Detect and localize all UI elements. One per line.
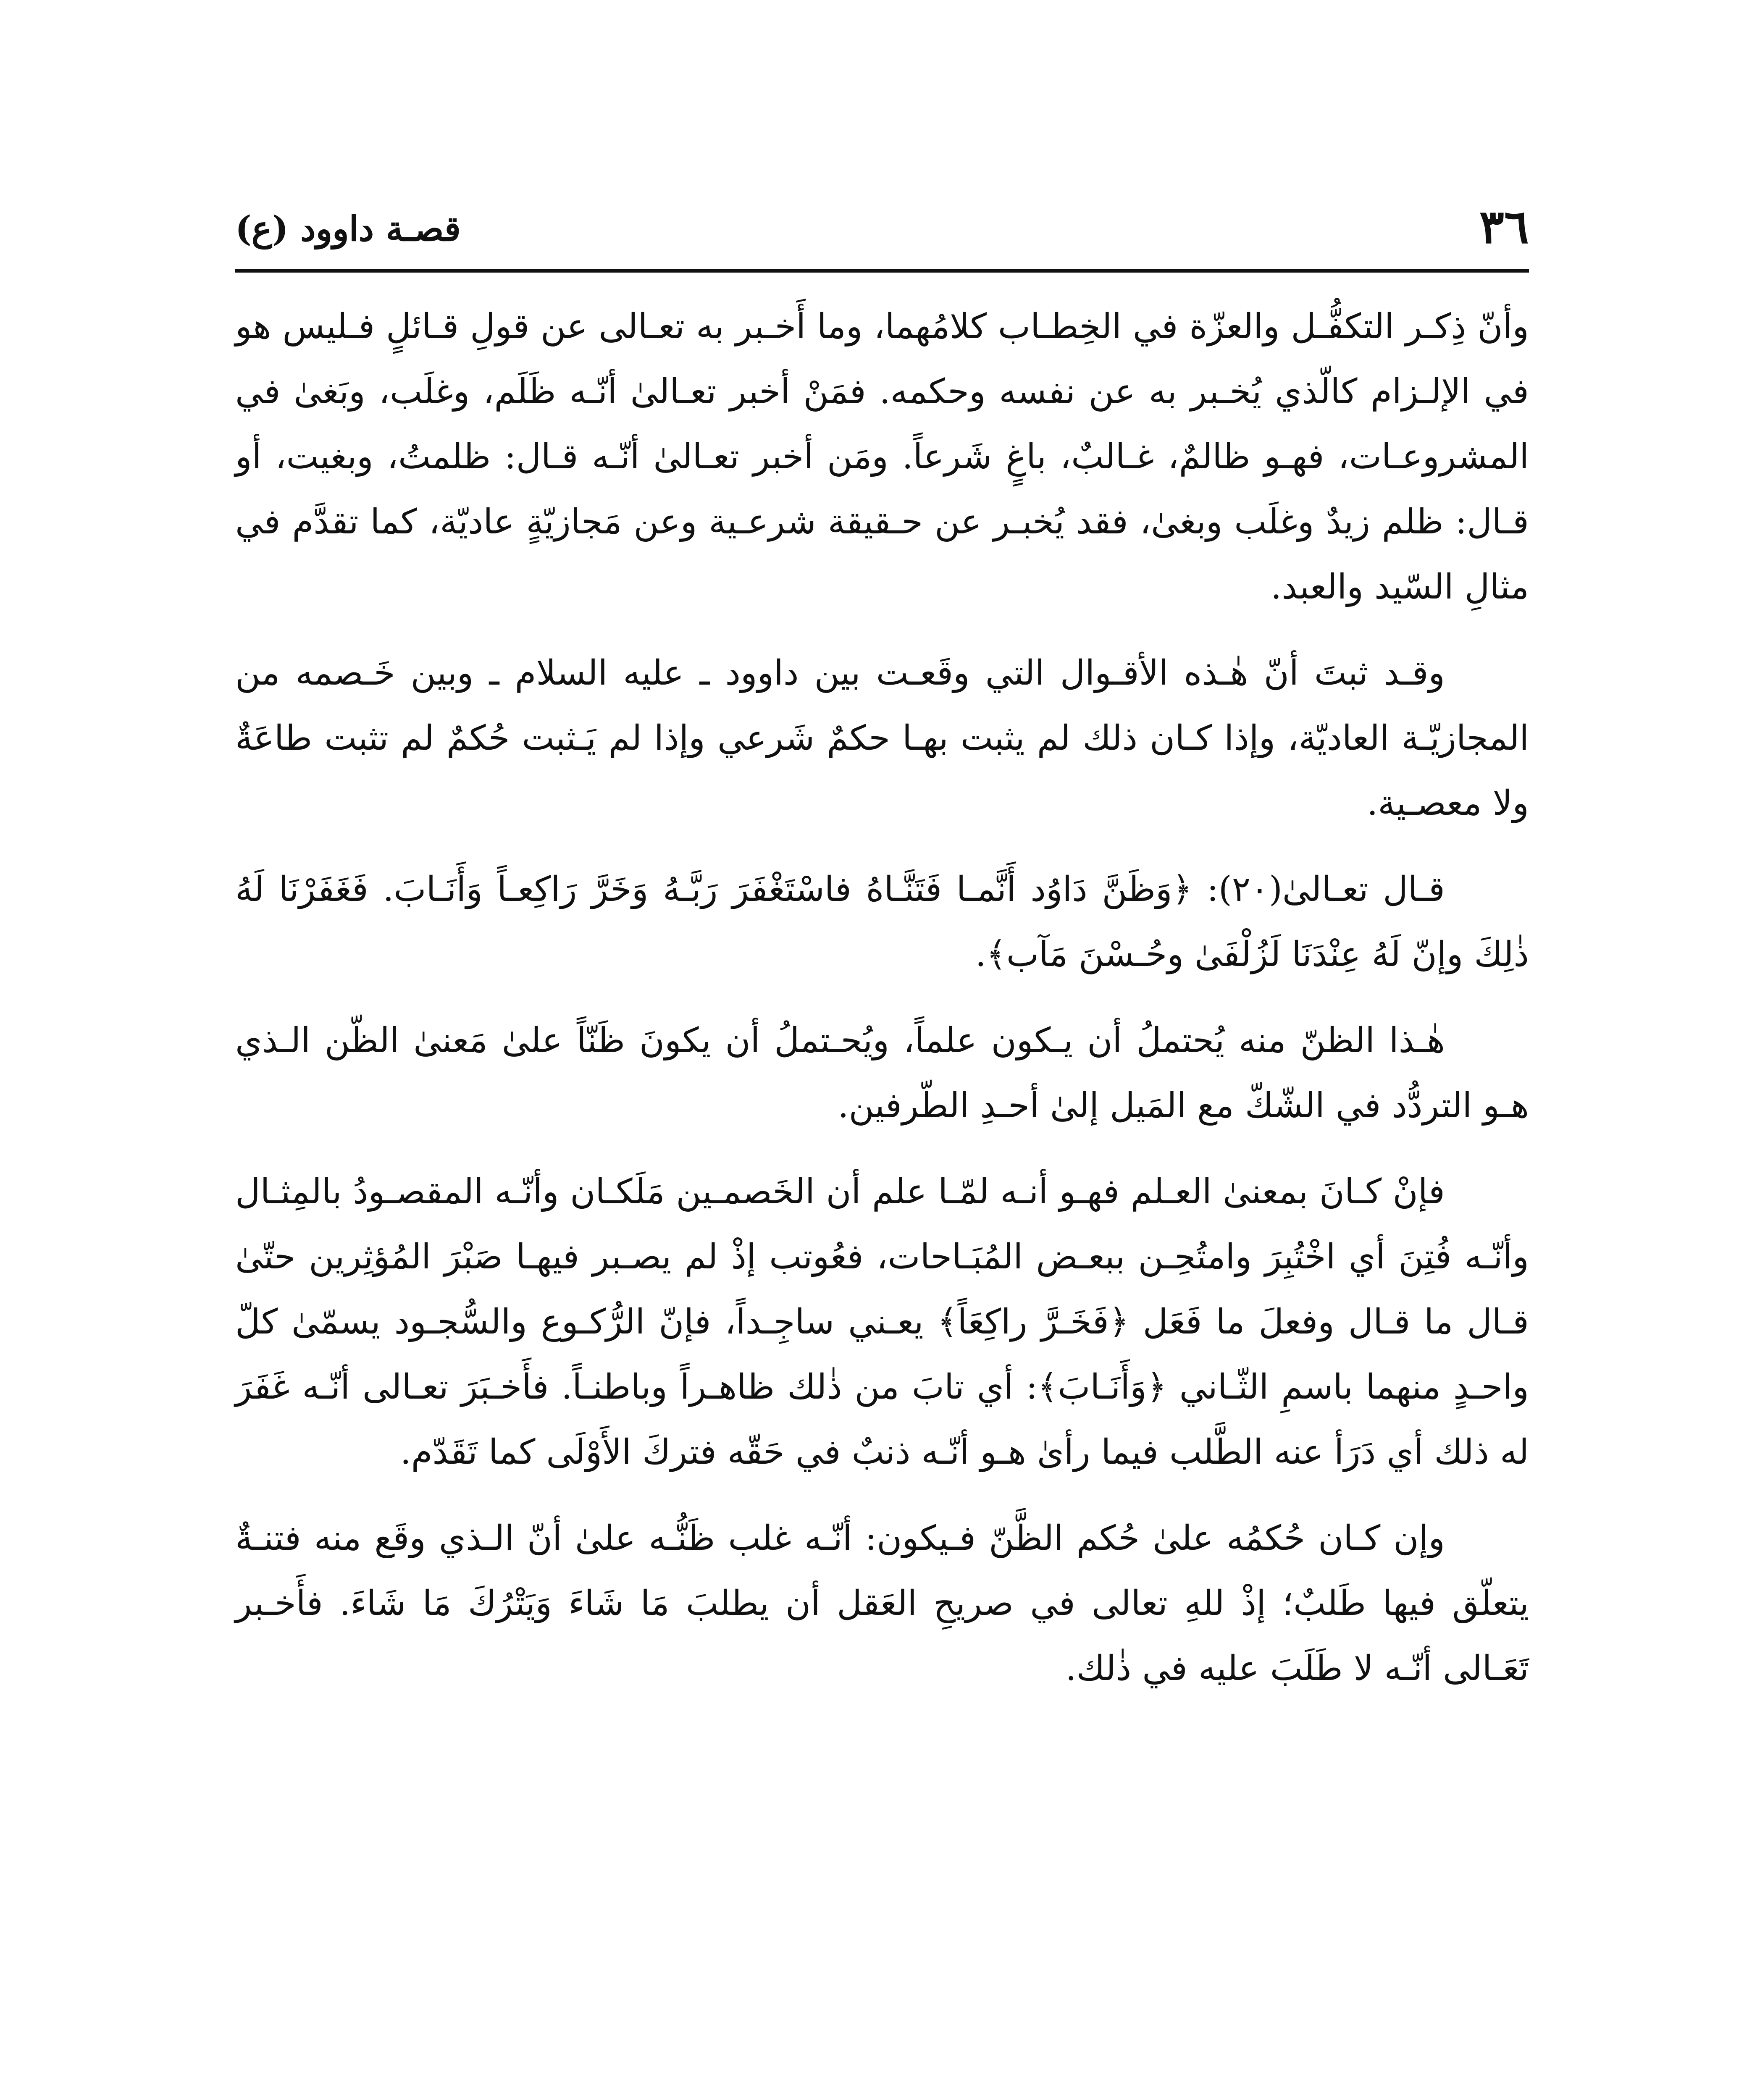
paragraph-3: قـال تعـالىٰ(٢٠): ﴿وَظَنَّ دَاوُد أَنَّمـا فَتَنَّـاهُ فاسْتَغْفَرَ رَبَّـهُ وَخَرَّ رَاكِعـاً وَأَنَـابَ. فَغَفَرْنَا لَهُ ذٰلِكَ وإنّ لَهُ عِنْدَنَا لَزُلْفَىٰ وحُـسْنَ مَآب﴾. <box>235 869 1529 974</box>
paragraph-2: وقـد ثبتَ أنّ هٰـذه الأقـوال التي وقَعـت بين داوود ـ عليه السلام ـ وبين خَـصمه من المجازيّـة العاديّة، وإذا كـان ذلك لم يثبت بهـا حكمٌ شَرعي وإذا لم يَـثبت حُكمٌ لم تثبت طاعَةٌ ولا معصـية. <box>235 653 1529 823</box>
paragraph-6: وإن كـان حُكمُه علىٰ حُكم الظَّنّ فـيكون: أنّـه غلب ظَنُّـه علىٰ أنّ الـذي وقَع منه فتنـةٌ يتعلّق فيها طَلبٌ؛ إذْ للهِ تعالى في صريحِ العَقل أن يطلبَ مَا شَاءَ وَيَتْرُكَ مَا شَاءَ. فأَخـبر تَعَـالى أنّـه لا طَلَبَ عليه في ذٰلك. <box>235 1518 1529 1688</box>
page-header <box>235 197 1529 260</box>
page-number: ٣٦ <box>1479 200 1529 254</box>
running-title: قصـة داوود (ع) <box>235 209 461 249</box>
paragraph-1: وأنّ ذِكـر التكفُّـل والعزّة في الخِطـاب كلامُهما، وما أَخـبر به تعـالى عن قولِ قـائلٍ فـليس هو في الإلـزام كالّذي يُخـبر به عن نفسه وحكمه. فمَنْ أخبر تعـالىٰ أنّـه ظَلَم، وغلَب، وبَغىٰ في المشروعـات، فهـو ظالمٌ، غـالبٌ، باغٍ شَرعاً. ومَن أخبر تعـالىٰ أنّـه قـال: ظلمتُ، وبغيت، أو قـال: ظلم زيدٌ وغلَب وبغىٰ، فقد يُخبـر عن حـقيقة شرعـية وعن مَجازيّةٍ عاديّة، كما تقدَّم في مثالِ السّيد والعبد. <box>235 307 1529 607</box>
main-text <box>235 294 1529 1722</box>
paragraph-5: فإنْ كـانَ بمعنىٰ العـلم فهـو أنـه لمّـا علم أن الخَصمـين مَلَكـان وأنّـه المقصـودُ بالمِثـال وأنّـه فُتِنَ أي اخْتُبِرَ وامتُحِـن ببعـض المُبَـاحات، فعُوتب إذْ لم يصـبر فيهـا صَبْرَ المُؤثِرين حتّىٰ قـال ما قـال وفعلَ ما فَعَل ﴿فَخَـرَّ راكِعَاً﴾ يعـني ساجِـداً، فإنّ الرُّكـوع والسُّجـود يسمّىٰ كلّ واحـدٍ منهما باسمِ الثّـاني ﴿وَأَنَـابَ﴾: أي تابَ من ذٰلك ظاهـراً وباطنـاً. فأَخـبَرَ تعـالى أنّـه غَفَرَ له ذلك أي دَرَأ عنه الطَّلب فيما رأىٰ هـو أنّـه ذنبٌ في حَقّه فتركَ الأَوْلَى كما تَقَدّم. <box>235 1172 1529 1472</box>
paragraph-4: هٰـذا الظنّ منه يُحتملُ أن يـكون علماً، ويُحـتملُ أن يكونَ ظَنّاً علىٰ مَعنىٰ الظّن الـذي هـو التردُّد في الشّكّ مع المَيل إلىٰ أحـدِ الطّرفين. <box>235 1021 1529 1126</box>
header-divider <box>235 269 1529 273</box>
